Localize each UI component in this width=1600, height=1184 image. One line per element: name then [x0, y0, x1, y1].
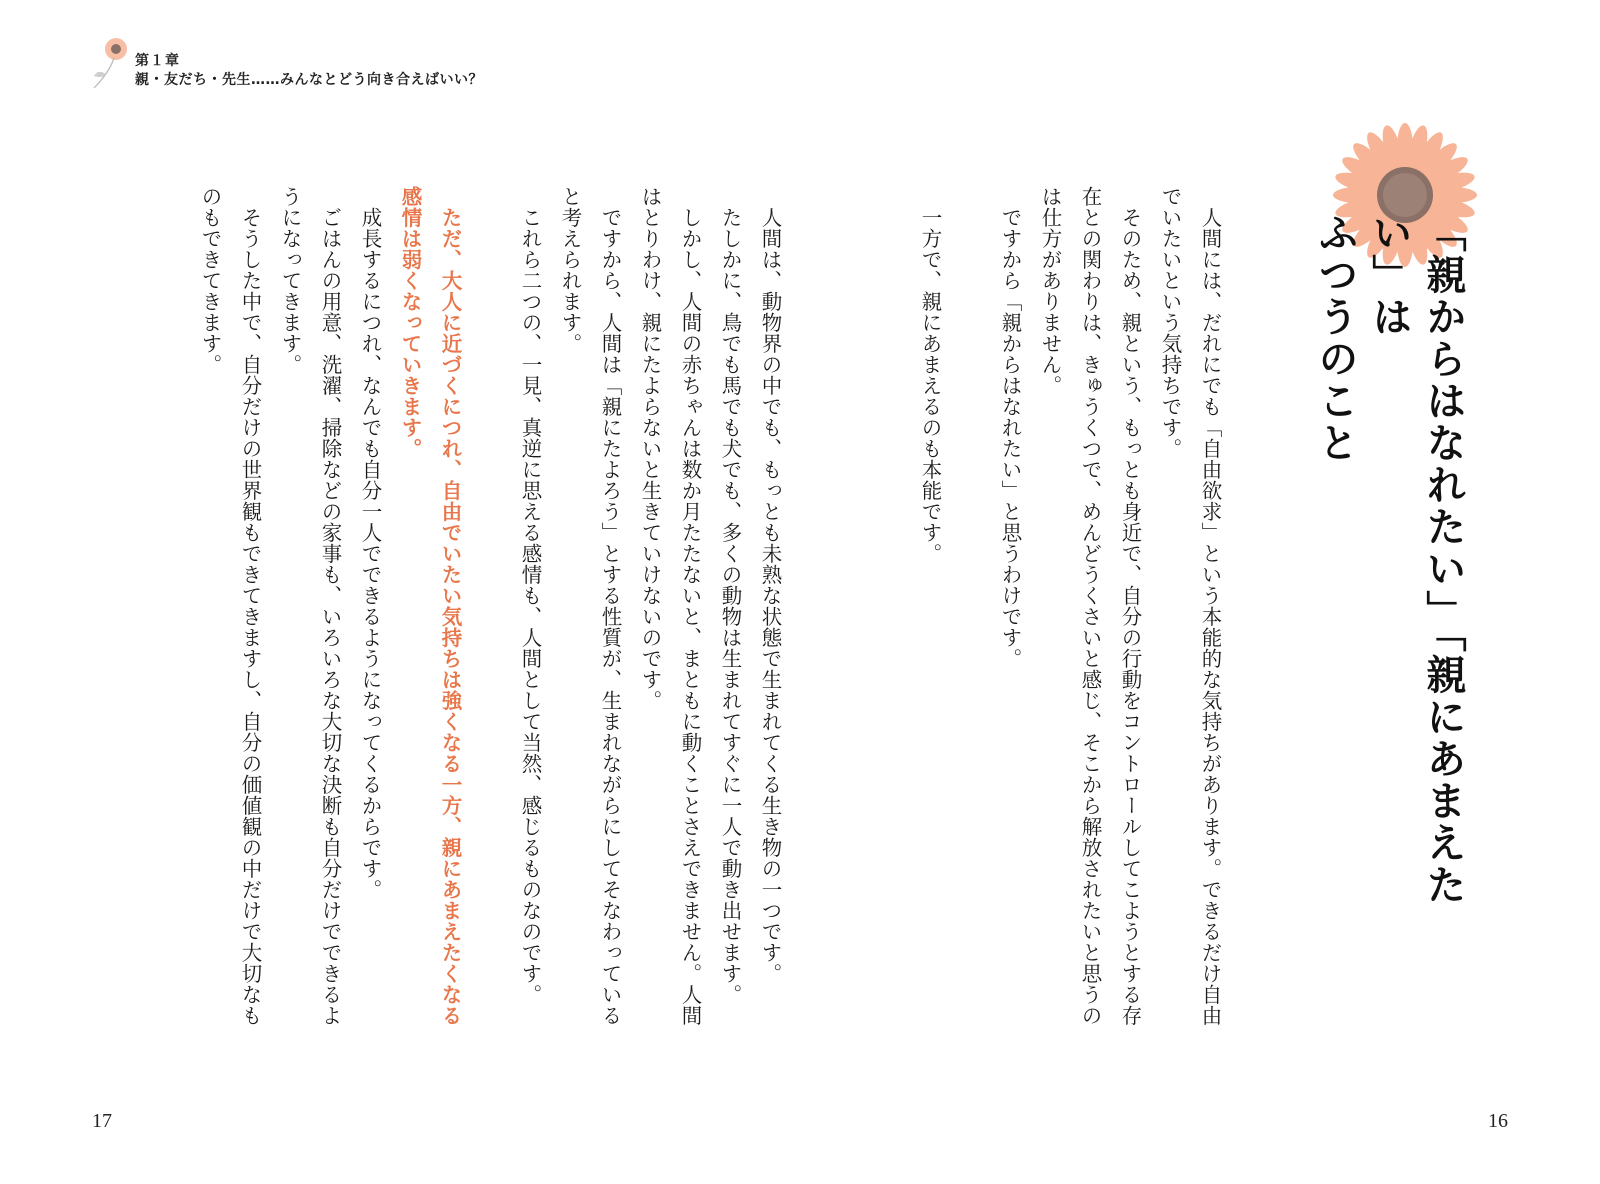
highlighted-paragraph: ただ、大人に近づくにつれ、自由でいたい気持ちは強くなる一方、親にあまえたくなる感情は弱くなっていきます。: [398, 186, 462, 1026]
paragraph: たしかに、鳥でも馬でも犬でも、多くの動物は生まれてすぐに一人で動き出せます。: [718, 206, 742, 1005]
left-page-body: [190, 186, 790, 1026]
paragraph: 一方で、親にあまえるのも本能です。: [918, 206, 942, 564]
paragraph: ですから「親からはなれたい」と思うわけです。: [998, 206, 1022, 669]
paragraph: 人間には、だれにでも「自由欲求」という本能的な気持ちがあります。できるだけ自由でいたいという気持ちです。: [1158, 186, 1222, 1026]
paragraph: しかし、人間の赤ちゃんは数か月たたないと、まともに動くことさえできません。人間はとりわけ、親にたよらないと生きていけないのです。: [638, 186, 702, 1026]
chapter-label: 第１章: [135, 53, 180, 69]
paragraph: ですから、人間は「親にたよろう」とする性質が、生まれながらにしてそなわっていると考えられます。: [558, 186, 622, 1026]
page-number-right: 16: [1488, 1110, 1508, 1132]
paragraph: 人間は、動物界の中でも、もっとも未熟な状態で生まれてくる生き物の一つです。: [758, 206, 782, 984]
paragraph: 成長するにつれ、なんでも自分一人でできるようになってくるからです。: [358, 206, 382, 900]
paragraph: これら二つの、一見、真逆に思える感情も、人間として当然、感じるものなのです。: [518, 206, 542, 1005]
paragraph: そのため、親という、もっとも身近で、自分の行動をコントロールしてこようとする存在との関わりは、きゅうくつで、めんどうくさいと感じ、そこから解放されたいと思うのは仕方がありません。: [1038, 186, 1142, 1026]
paragraph: そうした中で、自分だけの世界観もできてきますし、自分の価値観の中だけで大切なものもできてきます。: [198, 186, 262, 1026]
paragraph: ごはんの用意、洗濯、掃除などの家事も、いろいろな大切な決断も自分だけでできるようになってきます。: [278, 186, 342, 1026]
page-number-left: 17: [92, 1110, 112, 1132]
heading-line-1: 「親からはなれたい」「親にあまえたい」は: [1366, 212, 1466, 906]
right-page-body: [910, 186, 1230, 1026]
section-heading: [1308, 212, 1470, 932]
chapter-title: 親・友だち・先生……みんなとどう向き合えばいい？: [135, 72, 483, 88]
heading-line-2: ふつうのこと: [1312, 212, 1358, 464]
